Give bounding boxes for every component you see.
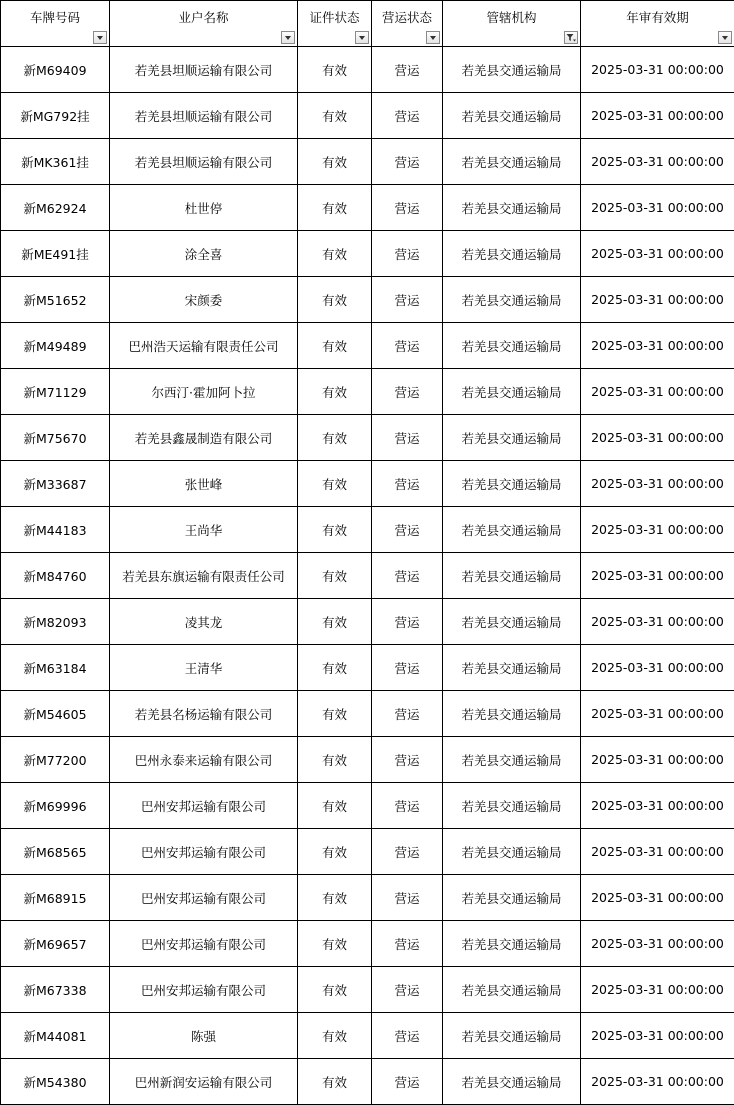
cell-date[interactable]: 2025-03-31 00:00:00 xyxy=(581,231,734,277)
table-row xyxy=(1,369,734,415)
cell-license-status[interactable]: 有效 xyxy=(298,829,372,875)
cell-operation-status[interactable]: 营运 xyxy=(372,875,443,921)
cell-owner-name[interactable]: 巴州新润安运输有限公司 xyxy=(110,1059,298,1105)
cell-plate-number[interactable]: 新M69657 xyxy=(1,921,110,967)
table-row xyxy=(1,875,734,921)
cell-owner-name[interactable]: 巴州安邦运输有限公司 xyxy=(110,783,298,829)
cell-date[interactable]: 2025-03-31 00:00:00 xyxy=(581,967,734,1013)
cell-authority[interactable]: 若羌县交通运输局 xyxy=(443,599,581,645)
cell-date[interactable]: 2025-03-31 00:00:00 xyxy=(581,553,734,599)
cell-plate-number[interactable]: 新M84760 xyxy=(1,553,110,599)
header-cell-license-status xyxy=(298,1,372,47)
cell-owner-name[interactable]: 若羌县鑫晟制造有限公司 xyxy=(110,415,298,461)
cell-owner-name[interactable]: 宋颜委 xyxy=(110,277,298,323)
cell-plate-number[interactable]: 新M54380 xyxy=(1,1059,110,1105)
header-label: 管辖机构 xyxy=(486,10,537,25)
cell-plate-number[interactable]: 新M44081 xyxy=(1,1013,110,1059)
cell-authority[interactable]: 若羌县交通运输局 xyxy=(443,277,581,323)
cell-owner-name[interactable]: 巴州永泰来运输有限公司 xyxy=(110,737,298,783)
dropdown-arrow-icon xyxy=(427,32,439,43)
table-row xyxy=(1,553,734,599)
header-label: 业户名称 xyxy=(178,10,229,25)
table-row xyxy=(1,277,734,323)
table-row xyxy=(1,967,734,1013)
cell-owner-name[interactable]: 涂全喜 xyxy=(110,231,298,277)
cell-owner-name[interactable]: 巴州安邦运输有限公司 xyxy=(110,875,298,921)
header-label: 证件状态 xyxy=(309,10,360,25)
table-row xyxy=(1,139,734,185)
cell-plate-number[interactable]: 新M71129 xyxy=(1,369,110,415)
cell-operation-status[interactable]: 营运 xyxy=(372,1059,443,1105)
cell-license-status[interactable]: 有效 xyxy=(298,323,372,369)
cell-license-status[interactable]: 有效 xyxy=(298,415,372,461)
filter-dropdown-button[interactable] xyxy=(718,31,732,44)
cell-date[interactable]: 2025-03-31 00:00:00 xyxy=(581,93,734,139)
cell-authority[interactable]: 若羌县交通运输局 xyxy=(443,737,581,783)
cell-owner-name[interactable]: 巴州安邦运输有限公司 xyxy=(110,829,298,875)
cell-authority[interactable]: 若羌县交通运输局 xyxy=(443,369,581,415)
table-row xyxy=(1,47,734,93)
cell-date[interactable]: 2025-03-31 00:00:00 xyxy=(581,507,734,553)
cell-authority[interactable]: 若羌县交通运输局 xyxy=(443,645,581,691)
cell-owner-name[interactable]: 巴州安邦运输有限公司 xyxy=(110,967,298,1013)
table-row xyxy=(1,461,734,507)
cell-date[interactable]: 2025-03-31 00:00:00 xyxy=(581,645,734,691)
cell-authority[interactable]: 若羌县交通运输局 xyxy=(443,323,581,369)
cell-license-status[interactable]: 有效 xyxy=(298,139,372,185)
filter-dropdown-button[interactable] xyxy=(281,31,295,44)
table-row xyxy=(1,599,734,645)
cell-plate-number[interactable]: 新M68915 xyxy=(1,875,110,921)
cell-plate-number[interactable]: 新M68565 xyxy=(1,829,110,875)
cell-authority[interactable]: 若羌县交通运输局 xyxy=(443,93,581,139)
header-row xyxy=(1,1,734,47)
cell-plate-number[interactable]: 新MK361挂 xyxy=(1,139,110,185)
cell-operation-status[interactable]: 营运 xyxy=(372,93,443,139)
cell-operation-status[interactable]: 营运 xyxy=(372,967,443,1013)
cell-owner-name[interactable]: 若羌县名杨运输有限公司 xyxy=(110,691,298,737)
cell-authority[interactable]: 若羌县交通运输局 xyxy=(443,829,581,875)
cell-plate-number[interactable]: 新M33687 xyxy=(1,461,110,507)
table-row xyxy=(1,1059,734,1105)
cell-operation-status[interactable]: 营运 xyxy=(372,553,443,599)
cell-owner-name[interactable]: 若羌县坦顺运输有限公司 xyxy=(110,139,298,185)
cell-license-status[interactable]: 有效 xyxy=(298,645,372,691)
cell-license-status[interactable]: 有效 xyxy=(298,185,372,231)
cell-license-status[interactable]: 有效 xyxy=(298,1059,372,1105)
cell-license-status[interactable]: 有效 xyxy=(298,783,372,829)
cell-authority[interactable]: 若羌县交通运输局 xyxy=(443,921,581,967)
table-row xyxy=(1,323,734,369)
cell-license-status[interactable]: 有效 xyxy=(298,691,372,737)
cell-authority[interactable]: 若羌县交通运输局 xyxy=(443,415,581,461)
filter-dropdown-button[interactable] xyxy=(426,31,440,44)
cell-authority[interactable]: 若羌县交通运输局 xyxy=(443,783,581,829)
cell-date[interactable]: 2025-03-31 00:00:00 xyxy=(581,737,734,783)
cell-date[interactable]: 2025-03-31 00:00:00 xyxy=(581,599,734,645)
dropdown-arrow-icon xyxy=(719,32,731,43)
cell-date[interactable]: 2025-03-31 00:00:00 xyxy=(581,139,734,185)
header-label: 年审有效期 xyxy=(626,10,689,25)
filter-dropdown-button[interactable] xyxy=(355,31,369,44)
cell-owner-name[interactable]: 杜世停 xyxy=(110,185,298,231)
cell-license-status[interactable]: 有效 xyxy=(298,507,372,553)
cell-license-status[interactable]: 有效 xyxy=(298,553,372,599)
header-label: 车牌号码 xyxy=(29,10,80,25)
cell-license-status[interactable]: 有效 xyxy=(298,461,372,507)
cell-date[interactable]: 2025-03-31 00:00:00 xyxy=(581,369,734,415)
dropdown-arrow-icon xyxy=(282,32,294,43)
cell-plate-number[interactable]: 新M75670 xyxy=(1,415,110,461)
cell-date[interactable]: 2025-03-31 00:00:00 xyxy=(581,185,734,231)
cell-owner-name[interactable]: 巴州浩天运输有限责任公司 xyxy=(110,323,298,369)
cell-date[interactable]: 2025-03-31 00:00:00 xyxy=(581,415,734,461)
table-row xyxy=(1,691,734,737)
table-row xyxy=(1,645,734,691)
cell-authority[interactable]: 若羌县交通运输局 xyxy=(443,553,581,599)
cell-date[interactable]: 2025-03-31 00:00:00 xyxy=(581,47,734,93)
cell-owner-name[interactable]: 张世峰 xyxy=(110,461,298,507)
cell-operation-status[interactable]: 营运 xyxy=(372,461,443,507)
cell-license-status[interactable]: 有效 xyxy=(298,737,372,783)
cell-plate-number[interactable]: 新M69409 xyxy=(1,47,110,93)
cell-operation-status[interactable]: 营运 xyxy=(372,691,443,737)
cell-license-status[interactable]: 有效 xyxy=(298,47,372,93)
cell-authority[interactable]: 若羌县交通运输局 xyxy=(443,507,581,553)
cell-plate-number[interactable]: 新M67338 xyxy=(1,967,110,1013)
cell-date[interactable]: 2025-03-31 00:00:00 xyxy=(581,1059,734,1105)
cell-authority[interactable]: 若羌县交通运输局 xyxy=(443,461,581,507)
header-cell-plate-number xyxy=(1,1,110,47)
cell-operation-status[interactable]: 营运 xyxy=(372,921,443,967)
cell-authority[interactable]: 若羌县交通运输局 xyxy=(443,967,581,1013)
cell-operation-status[interactable]: 营运 xyxy=(372,139,443,185)
cell-plate-number[interactable]: 新M54605 xyxy=(1,691,110,737)
cell-owner-name[interactable]: 若羌县坦顺运输有限公司 xyxy=(110,93,298,139)
dropdown-arrow-icon xyxy=(356,32,368,43)
table-row xyxy=(1,783,734,829)
cell-license-status[interactable]: 有效 xyxy=(298,369,372,415)
cell-plate-number[interactable]: 新M51652 xyxy=(1,277,110,323)
cell-date[interactable]: 2025-03-31 00:00:00 xyxy=(581,783,734,829)
cell-license-status[interactable]: 有效 xyxy=(298,93,372,139)
cell-authority[interactable]: 若羌县交通运输局 xyxy=(443,231,581,277)
cell-operation-status[interactable]: 营运 xyxy=(372,47,443,93)
dropdown-arrow-icon xyxy=(94,32,106,43)
cell-operation-status[interactable]: 营运 xyxy=(372,645,443,691)
table-row xyxy=(1,507,734,553)
cell-license-status[interactable]: 有效 xyxy=(298,875,372,921)
cell-operation-status[interactable]: 营运 xyxy=(372,231,443,277)
cell-license-status[interactable]: 有效 xyxy=(298,921,372,967)
cell-operation-status[interactable]: 营运 xyxy=(372,783,443,829)
cell-authority[interactable]: 若羌县交通运输局 xyxy=(443,1013,581,1059)
table-row xyxy=(1,921,734,967)
cell-plate-number[interactable]: 新M82093 xyxy=(1,599,110,645)
table-row xyxy=(1,415,734,461)
header-cell-operation-status xyxy=(372,1,443,47)
cell-owner-name[interactable]: 若羌县东旗运输有限责任公司 xyxy=(110,553,298,599)
cell-plate-number[interactable]: 新M44183 xyxy=(1,507,110,553)
cell-operation-status[interactable]: 营运 xyxy=(372,185,443,231)
header-row-group xyxy=(1,1,734,47)
cell-operation-status[interactable]: 营运 xyxy=(372,369,443,415)
filter-dropdown-button[interactable] xyxy=(93,31,107,44)
cell-owner-name[interactable]: 若羌县坦顺运输有限公司 xyxy=(110,47,298,93)
cell-owner-name[interactable]: 王清华 xyxy=(110,645,298,691)
header-cell-annual-review-expiry xyxy=(581,1,734,47)
cell-owner-name[interactable]: 王尚华 xyxy=(110,507,298,553)
cell-operation-status[interactable]: 营运 xyxy=(372,599,443,645)
cell-license-status[interactable]: 有效 xyxy=(298,231,372,277)
header-cell-authority xyxy=(443,1,581,47)
cell-date[interactable]: 2025-03-31 00:00:00 xyxy=(581,691,734,737)
table-row xyxy=(1,737,734,783)
filter-active-button[interactable] xyxy=(564,31,578,44)
cell-authority[interactable]: 若羌县交通运输局 xyxy=(443,47,581,93)
cell-plate-number[interactable]: 新ME491挂 xyxy=(1,231,110,277)
header-cell-owner-name xyxy=(110,1,298,47)
table-row xyxy=(1,93,734,139)
cell-operation-status[interactable]: 营运 xyxy=(372,415,443,461)
cell-license-status[interactable]: 有效 xyxy=(298,277,372,323)
table-row xyxy=(1,185,734,231)
cell-license-status[interactable]: 有效 xyxy=(298,967,372,1013)
cell-plate-number[interactable]: 新M62924 xyxy=(1,185,110,231)
cell-plate-number[interactable]: 新M77200 xyxy=(1,737,110,783)
cell-operation-status[interactable]: 营运 xyxy=(372,277,443,323)
cell-date[interactable]: 2025-03-31 00:00:00 xyxy=(581,1013,734,1059)
table-body xyxy=(1,47,734,1105)
header-label: 营运状态 xyxy=(381,10,432,25)
cell-date[interactable]: 2025-03-31 00:00:00 xyxy=(581,921,734,967)
table-row xyxy=(1,1013,734,1059)
cell-date[interactable]: 2025-03-31 00:00:00 xyxy=(581,461,734,507)
cell-authority[interactable]: 若羌县交通运输局 xyxy=(443,691,581,737)
cell-authority[interactable]: 若羌县交通运输局 xyxy=(443,875,581,921)
cell-owner-name[interactable]: 陈强 xyxy=(110,1013,298,1059)
cell-authority[interactable]: 若羌县交通运输局 xyxy=(443,1059,581,1105)
cell-operation-status[interactable]: 营运 xyxy=(372,829,443,875)
cell-plate-number[interactable]: 新M69996 xyxy=(1,783,110,829)
table-row xyxy=(1,231,734,277)
cell-date[interactable]: 2025-03-31 00:00:00 xyxy=(581,829,734,875)
cell-plate-number[interactable]: 新MG792挂 xyxy=(1,93,110,139)
cell-plate-number[interactable]: 新M63184 xyxy=(1,645,110,691)
table-row xyxy=(1,829,734,875)
cell-date[interactable]: 2025-03-31 00:00:00 xyxy=(581,323,734,369)
cell-date[interactable]: 2025-03-31 00:00:00 xyxy=(581,875,734,921)
cell-owner-name[interactable]: 尔西汀·霍加阿卜拉 xyxy=(110,369,298,415)
cell-authority[interactable]: 若羌县交通运输局 xyxy=(443,185,581,231)
cell-date[interactable]: 2025-03-31 00:00:00 xyxy=(581,277,734,323)
cell-owner-name[interactable]: 凌其龙 xyxy=(110,599,298,645)
cell-license-status[interactable]: 有效 xyxy=(298,599,372,645)
cell-operation-status[interactable]: 营运 xyxy=(372,1013,443,1059)
cell-owner-name[interactable]: 巴州安邦运输有限公司 xyxy=(110,921,298,967)
cell-license-status[interactable]: 有效 xyxy=(298,1013,372,1059)
funnel-filter-icon xyxy=(565,32,577,43)
cell-operation-status[interactable]: 营运 xyxy=(372,323,443,369)
cell-operation-status[interactable]: 营运 xyxy=(372,507,443,553)
cell-authority[interactable]: 若羌县交通运输局 xyxy=(443,139,581,185)
cell-plate-number[interactable]: 新M49489 xyxy=(1,323,110,369)
cell-operation-status[interactable]: 营运 xyxy=(372,737,443,783)
